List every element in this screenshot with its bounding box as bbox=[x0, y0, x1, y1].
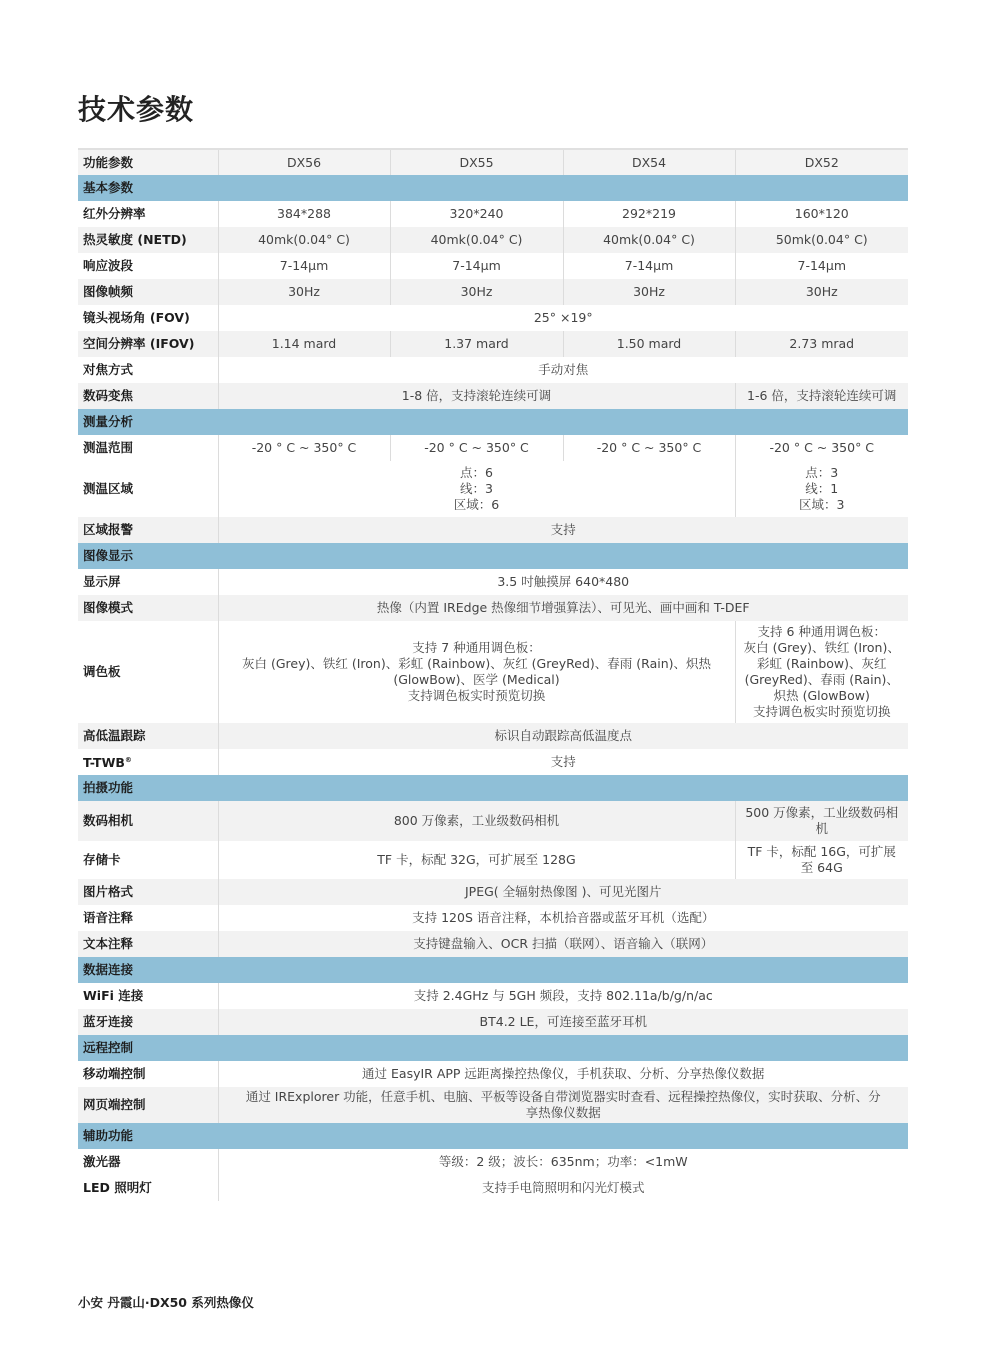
cell-value: 30Hz bbox=[218, 279, 390, 305]
table-row bbox=[78, 723, 908, 749]
cell-value: 7-14μm bbox=[390, 253, 563, 279]
table-row bbox=[78, 1087, 908, 1123]
cell-value: 1-8 倍，支持滚轮连续可调 bbox=[218, 383, 735, 409]
row-label: 高低温跟踪 bbox=[78, 723, 218, 749]
section-display bbox=[78, 543, 908, 569]
row-label: 测温范围 bbox=[78, 435, 218, 461]
cell-value bbox=[735, 621, 908, 723]
cell-line: 灰白 (Grey)、铁红 (Iron)、 bbox=[743, 640, 900, 655]
cell-value bbox=[218, 461, 735, 517]
table-row bbox=[78, 1175, 908, 1201]
cell-value: -20 ° C ~ 350° C bbox=[735, 435, 908, 461]
cell-value: 320*240 bbox=[390, 201, 563, 227]
row-label: WiFi 连接 bbox=[78, 983, 218, 1009]
table-row bbox=[78, 357, 908, 383]
cell-line: 点：6 bbox=[460, 465, 493, 480]
table-row bbox=[78, 1009, 908, 1035]
cell-value: 支持 120S 语音注释，本机拾音器或蓝牙耳机（选配） bbox=[218, 905, 908, 931]
table-row bbox=[78, 517, 908, 543]
table-row bbox=[78, 801, 908, 841]
cell-value: 7-14μm bbox=[563, 253, 735, 279]
section-basic bbox=[78, 175, 908, 201]
cell-line: 点：3 bbox=[805, 465, 839, 480]
row-label: 文本注释 bbox=[78, 931, 218, 957]
row-label: 热灵敏度 (NETD) bbox=[78, 227, 218, 253]
cell-value: 1.14 mard bbox=[218, 331, 390, 357]
row-label: 调色板 bbox=[78, 621, 218, 723]
section-title: 基本参数 bbox=[78, 175, 908, 201]
section-remote bbox=[78, 1035, 908, 1061]
header-row bbox=[78, 149, 908, 175]
cell-value: 手动对焦 bbox=[218, 357, 908, 383]
table-row bbox=[78, 435, 908, 461]
cell-value: 2.73 mrad bbox=[735, 331, 908, 357]
cell-line: 通过 IRExplorer 功能，任意手机、电脑、平板等设备自带浏览器实时查看、远程操控热像仪，实时获取、分析、分 bbox=[245, 1089, 881, 1104]
cell-line: 彩虹 (Rainbow)、灰红 bbox=[757, 656, 887, 671]
table-row bbox=[78, 1061, 908, 1087]
cell-value: 30Hz bbox=[735, 279, 908, 305]
row-label: 激光器 bbox=[78, 1149, 218, 1175]
section-title: 测量分析 bbox=[78, 409, 908, 435]
cell-value bbox=[218, 621, 735, 723]
cell-line: 支持调色板实时预览切换 bbox=[752, 704, 891, 719]
row-label: 镜头视场角 (FOV) bbox=[78, 305, 218, 331]
cell-value: -20 ° C ~ 350° C bbox=[218, 435, 390, 461]
cell-line: 享热像仪数据 bbox=[525, 1105, 601, 1120]
cell-value: 50mk(0.04° C) bbox=[735, 227, 908, 253]
cell-value: 1.50 mard bbox=[563, 331, 735, 357]
cell-value: 支持键盘输入、OCR 扫描（联网）、语音输入（联网） bbox=[218, 931, 908, 957]
cell-value: 热像（内置 IREdge 热像细节增强算法）、可见光、画中画和 T-DEF bbox=[218, 595, 908, 621]
cell-value: 40mk(0.04° C) bbox=[563, 227, 735, 253]
cell-line: 支持 6 种通用调色板： bbox=[757, 624, 886, 639]
cell-line: 机 bbox=[815, 821, 828, 836]
row-label: 语音注释 bbox=[78, 905, 218, 931]
cell-value: 支持 2.4GHz 与 5GH 频段，支持 802.11a/b/g/n/ac bbox=[218, 983, 908, 1009]
cell-value: 标识自动跟踪高低温度点 bbox=[218, 723, 908, 749]
cell-line: 区域：3 bbox=[799, 497, 845, 512]
cell-value: 292*219 bbox=[563, 201, 735, 227]
cell-value: 7-14μm bbox=[218, 253, 390, 279]
row-label bbox=[78, 749, 218, 775]
cell-value: 1-6 倍，支持滚轮连续可调 bbox=[735, 383, 908, 409]
cell-value: 800 万像素，工业级数码相机 bbox=[218, 801, 735, 841]
table-row bbox=[78, 879, 908, 905]
cell-value: 1.37 mard bbox=[390, 331, 563, 357]
cell-line: 线：3 bbox=[460, 481, 493, 496]
model-dx56: DX56 bbox=[218, 149, 390, 175]
table-row bbox=[78, 1149, 908, 1175]
cell-value: -20 ° C ~ 350° C bbox=[563, 435, 735, 461]
section-aux bbox=[78, 1123, 908, 1149]
spec-table bbox=[78, 148, 908, 1201]
row-label: 红外分辨率 bbox=[78, 201, 218, 227]
row-label: 网页端控制 bbox=[78, 1087, 218, 1123]
cell-line: (GreyRed)、春雨 (Rain)、 bbox=[744, 672, 899, 687]
table-row bbox=[78, 461, 908, 517]
cell-value: 等级：2 级；波长：635nm；功率：<1mW bbox=[218, 1149, 908, 1175]
row-label: 移动端控制 bbox=[78, 1061, 218, 1087]
row-label: 数码相机 bbox=[78, 801, 218, 841]
section-title: 拍摄功能 bbox=[78, 775, 908, 801]
cell-line: 支持 7 种通用调色板： bbox=[412, 640, 541, 655]
table-row bbox=[78, 621, 908, 723]
cell-value: 支持 bbox=[218, 517, 908, 543]
model-dx55: DX55 bbox=[390, 149, 563, 175]
cell-line: 炽热 (GlowBow) bbox=[773, 688, 870, 703]
registered-mark: ® bbox=[124, 756, 132, 765]
cell-value: 160*120 bbox=[735, 201, 908, 227]
page-title: 技术参数 bbox=[78, 93, 195, 126]
cell-value: 支持 bbox=[218, 749, 908, 775]
cell-value: -20 ° C ~ 350° C bbox=[390, 435, 563, 461]
row-label: LED 照明灯 bbox=[78, 1175, 218, 1201]
row-label: 存储卡 bbox=[78, 841, 218, 879]
table-row bbox=[78, 383, 908, 409]
table-row bbox=[78, 305, 908, 331]
cell-value: 30Hz bbox=[390, 279, 563, 305]
section-data bbox=[78, 957, 908, 983]
cell-value: 3.5 吋触摸屏 640*480 bbox=[218, 569, 908, 595]
table-row bbox=[78, 931, 908, 957]
table-row bbox=[78, 279, 908, 305]
row-label: 测温区域 bbox=[78, 461, 218, 517]
row-label: 图像帧频 bbox=[78, 279, 218, 305]
cell-value: 30Hz bbox=[563, 279, 735, 305]
row-label: 空间分辨率 (IFOV) bbox=[78, 331, 218, 357]
section-title: 辅助功能 bbox=[78, 1123, 908, 1149]
section-measure bbox=[78, 409, 908, 435]
row-label: 蓝牙连接 bbox=[78, 1009, 218, 1035]
model-dx54: DX54 bbox=[563, 149, 735, 175]
table-row bbox=[78, 749, 908, 775]
row-label: 区域报警 bbox=[78, 517, 218, 543]
table-row bbox=[78, 227, 908, 253]
cell-line: 至 64G bbox=[800, 860, 843, 875]
table-row bbox=[78, 253, 908, 279]
row-label: 图片格式 bbox=[78, 879, 218, 905]
table-row bbox=[78, 201, 908, 227]
section-title: 图像显示 bbox=[78, 543, 908, 569]
cell-value bbox=[735, 461, 908, 517]
label-text: T-TWB bbox=[83, 755, 125, 771]
cell-line: TF 卡，标配 16G，可扩展 bbox=[747, 844, 896, 859]
cell-line: 500 万像素，工业级数码相 bbox=[745, 805, 899, 820]
section-title: 数据连接 bbox=[78, 957, 908, 983]
row-label: 响应波段 bbox=[78, 253, 218, 279]
cell-value: 25° ×19° bbox=[218, 305, 908, 331]
header-label: 功能参数 bbox=[78, 149, 218, 175]
cell-value: 384*288 bbox=[218, 201, 390, 227]
section-capture bbox=[78, 775, 908, 801]
cell-value: JPEG( 全辐射热像图 )、可见光图片 bbox=[218, 879, 908, 905]
cell-value: 通过 EasyIR APP 远距离操控热像仪，手机获取、分析、分享热像仪数据 bbox=[218, 1061, 908, 1087]
table-row bbox=[78, 595, 908, 621]
cell-value: 7-14μm bbox=[735, 253, 908, 279]
cell-line: 灰白 (Grey)、铁红 (Iron)、彩虹 (Rainbow)、灰红 (GreyRed)、春雨 (Rain)、炽热 bbox=[241, 656, 712, 671]
cell-value bbox=[218, 1087, 908, 1123]
row-label: 显示屏 bbox=[78, 569, 218, 595]
cell-value: 40mk(0.04° C) bbox=[390, 227, 563, 253]
cell-value: 40mk(0.04° C) bbox=[218, 227, 390, 253]
table-row bbox=[78, 569, 908, 595]
table-row bbox=[78, 841, 908, 879]
section-title: 远程控制 bbox=[78, 1035, 908, 1061]
cell-line: (GlowBow)、医学 (Medical) bbox=[393, 672, 560, 687]
cell-line: 支持调色板实时预览切换 bbox=[407, 688, 546, 703]
cell-value: 支持手电筒照明和闪光灯模式 bbox=[218, 1175, 908, 1201]
row-label: 对焦方式 bbox=[78, 357, 218, 383]
cell-value bbox=[735, 801, 908, 841]
cell-line: 区域：6 bbox=[453, 497, 500, 512]
footer-text: 小安 丹霞山·DX50 系列热像仪 bbox=[78, 1295, 254, 1310]
cell-line: 线：1 bbox=[805, 481, 839, 496]
cell-value: TF 卡，标配 32G，可扩展至 128G bbox=[218, 841, 735, 879]
table-row bbox=[78, 905, 908, 931]
table-row bbox=[78, 331, 908, 357]
cell-value: BT4.2 LE，可连接至蓝牙耳机 bbox=[218, 1009, 908, 1035]
cell-value bbox=[735, 841, 908, 879]
row-label: 图像模式 bbox=[78, 595, 218, 621]
table-row bbox=[78, 983, 908, 1009]
row-label: 数码变焦 bbox=[78, 383, 218, 409]
model-dx52: DX52 bbox=[735, 149, 908, 175]
